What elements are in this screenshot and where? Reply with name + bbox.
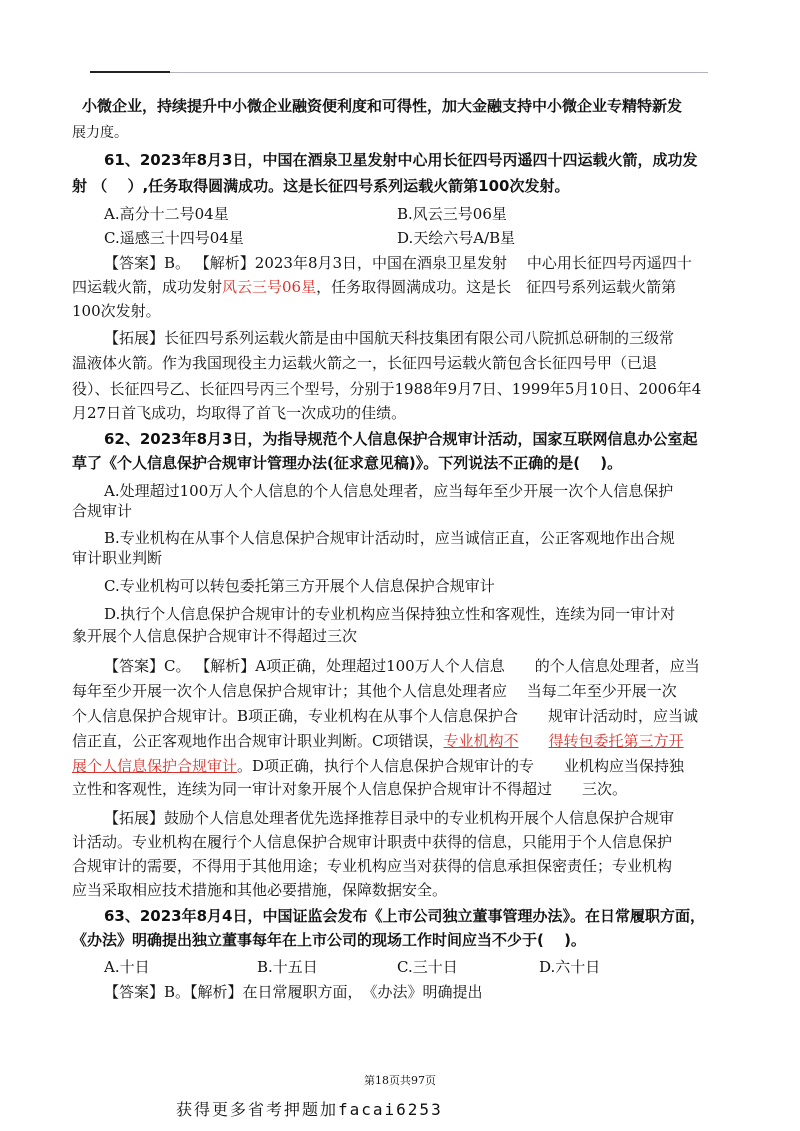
q61-answer-3: 100次发射。: [72, 302, 161, 320]
q61-extension-4: 月27日首飞成功，均取得了首飞一次成功的佳绩。: [72, 404, 407, 422]
q62-stem-2: 草了《个人信息保护合规审计管理办法(征求意见稿)》。下列说法不正确的是( )。: [72, 454, 623, 472]
q63-stem-2: 《办法》明确提出独立董事每年在上市公司的现场工作时间应当不少于( )。: [72, 931, 586, 949]
q62-answer-4: [72, 731, 684, 751]
q61-answer-2a: 四运载火箭，成功发射: [72, 278, 223, 296]
q62-answer-gap: [519, 732, 549, 750]
q61-option-d: D.天绘六号A/B星: [397, 229, 516, 247]
q62-extension-2: 计活动。专业机构在履行个人信息保护合规审计职责中获得的信息，只能用于个人信息保护: [72, 833, 673, 851]
header-rule-dark: [90, 71, 170, 73]
q61-extension-1: 【拓展】长征四号系列运载火箭是由中国航天科技集团有限公司八院抓总研制的三级常: [104, 329, 675, 347]
q62-extension-1: 【拓展】鼓励个人信息处理者优先选择推荐目录中的专业机构开展个人信息保护合规审: [104, 809, 675, 827]
q63-stem-1: 63、2023年8月4日，中国证监会发布《上市公司独立董事管理办法》。在日常履职方面，: [104, 907, 705, 925]
q62-answer-1: 【答案】C。 【解析】A项正确，处理超过100万人个人信息 的个人信息处理者，应当: [104, 657, 700, 675]
q62-option-b-2: 审计职业判断: [72, 549, 163, 567]
q62-answer-3: 个人信息保护合规审计。B项正确，专业机构在从事个人信息保护合 规审计活动时，应当诚: [72, 707, 699, 725]
q63-option-c: C.三十日: [397, 958, 458, 976]
q61-option-a: A.高分十二号04星: [104, 205, 229, 223]
q62-option-d-2: 象开展个人信息保护合规审计不得超过三次: [72, 627, 358, 645]
q62-extension-3: 合规审计的需要，不得用于其他用途；专业机构应当对获得的信息承担保密责任；专业机构: [72, 857, 673, 875]
q62-answer-highlight-2: 得转包委托第三方开: [548, 732, 684, 750]
q62-option-c: C.专业机构可以转包委托第三方开展个人信息保护合规审计: [104, 577, 495, 595]
q61-answer-2: [72, 277, 676, 297]
q62-answer-5: [72, 756, 684, 776]
q61-answer-2b: ，任务取得圆满成功。这是长 征四号系列运载火箭第: [316, 278, 677, 296]
q63-option-a: A.十日: [104, 958, 150, 976]
header-rule-light: [170, 72, 708, 73]
q62-option-a-1: A.处理超过100万人个人信息的个人信息处理者，应当每年至少开展一次个人信息保护: [104, 482, 674, 500]
q61-answer-highlight: 风云三号06星: [222, 278, 317, 296]
q62-answer-2: 每年至少开展一次个人信息保护合规审计；其他个人信息处理者应 当每二年至少开展一次: [72, 682, 677, 700]
page-number: 第18页共97页: [364, 1074, 436, 1087]
q61-option-b: B.风云三号06星: [397, 205, 507, 223]
q61-option-c: C.遥感三十四号04星: [104, 229, 244, 247]
q61-extension-2: 温液体火箭。作为我国现役主力运载火箭之一，长征四号运载火箭包含长征四号甲（已退: [72, 354, 658, 372]
q62-stem-1: 62、2023年8月3日，为指导规范个人信息保护合规审计活动，国家互联网信息办公室起: [104, 430, 698, 448]
promo-text: 获得更多省考押题加facai6253: [176, 1100, 443, 1119]
intro-line-1: 小微企业，持续提升中小微企业融资便利度和可得性，加大金融支持中小微企业专精特新发: [82, 97, 683, 115]
q61-extension-3: 役）、长征四号乙、长征四号丙三个型号，分别于1988年9月7日、1999年5月10日、2006年4: [72, 380, 702, 398]
q63-option-d: D.六十日: [539, 958, 601, 976]
q61-answer-1: 【答案】B。 【解析】2023年8月3日，中国在酒泉卫星发射 中心用长征四号丙遥四十: [104, 254, 692, 272]
q62-extension-4: 应当采取相应技术措施和其他必要措施，保障数据安全。: [72, 881, 448, 899]
q62-answer-highlight-1: 专业机构不: [443, 732, 519, 750]
q63-answer-1: 【答案】B。【解析】在日常履职方面， 《办法》明确提出: [104, 983, 483, 1001]
q62-answer-5b: 。D项正确，执行个人信息保护合规审计的专 业机构应当保持独: [237, 757, 685, 775]
q61-stem-1: 61、2023年8月3日，中国在酒泉卫星发射中心用长征四号丙遥四十四运载火箭，成功发: [104, 151, 698, 169]
q62-option-a-2: 合规审计: [72, 502, 133, 520]
q61-stem-2: 射 （ ）,任务取得圆满成功。这是长征四号系列运载火箭第100次发射。: [72, 177, 570, 195]
intro-line-2: 展力度。: [72, 125, 128, 141]
q62-answer-highlight-3: 展个人信息保护合规审计: [72, 757, 238, 775]
q62-answer-4a: 信正直，公正客观地作出合规审计职业判断。C项错误，: [72, 732, 444, 750]
q63-option-b: B.十五日: [257, 958, 318, 976]
q62-option-d-1: D.执行个人信息保护合规审计的专业机构应当保持独立性和客观性，连续为同一审计对: [104, 605, 676, 623]
q62-answer-6: 立性和客观性，连续为同一审计对象开展个人信息保护合规审计不得超过 三次。: [72, 780, 628, 798]
q62-option-b-1: B.专业机构在从事个人信息保护合规审计活动时，应当诚信正直，公正客观地作出合规: [104, 529, 675, 547]
